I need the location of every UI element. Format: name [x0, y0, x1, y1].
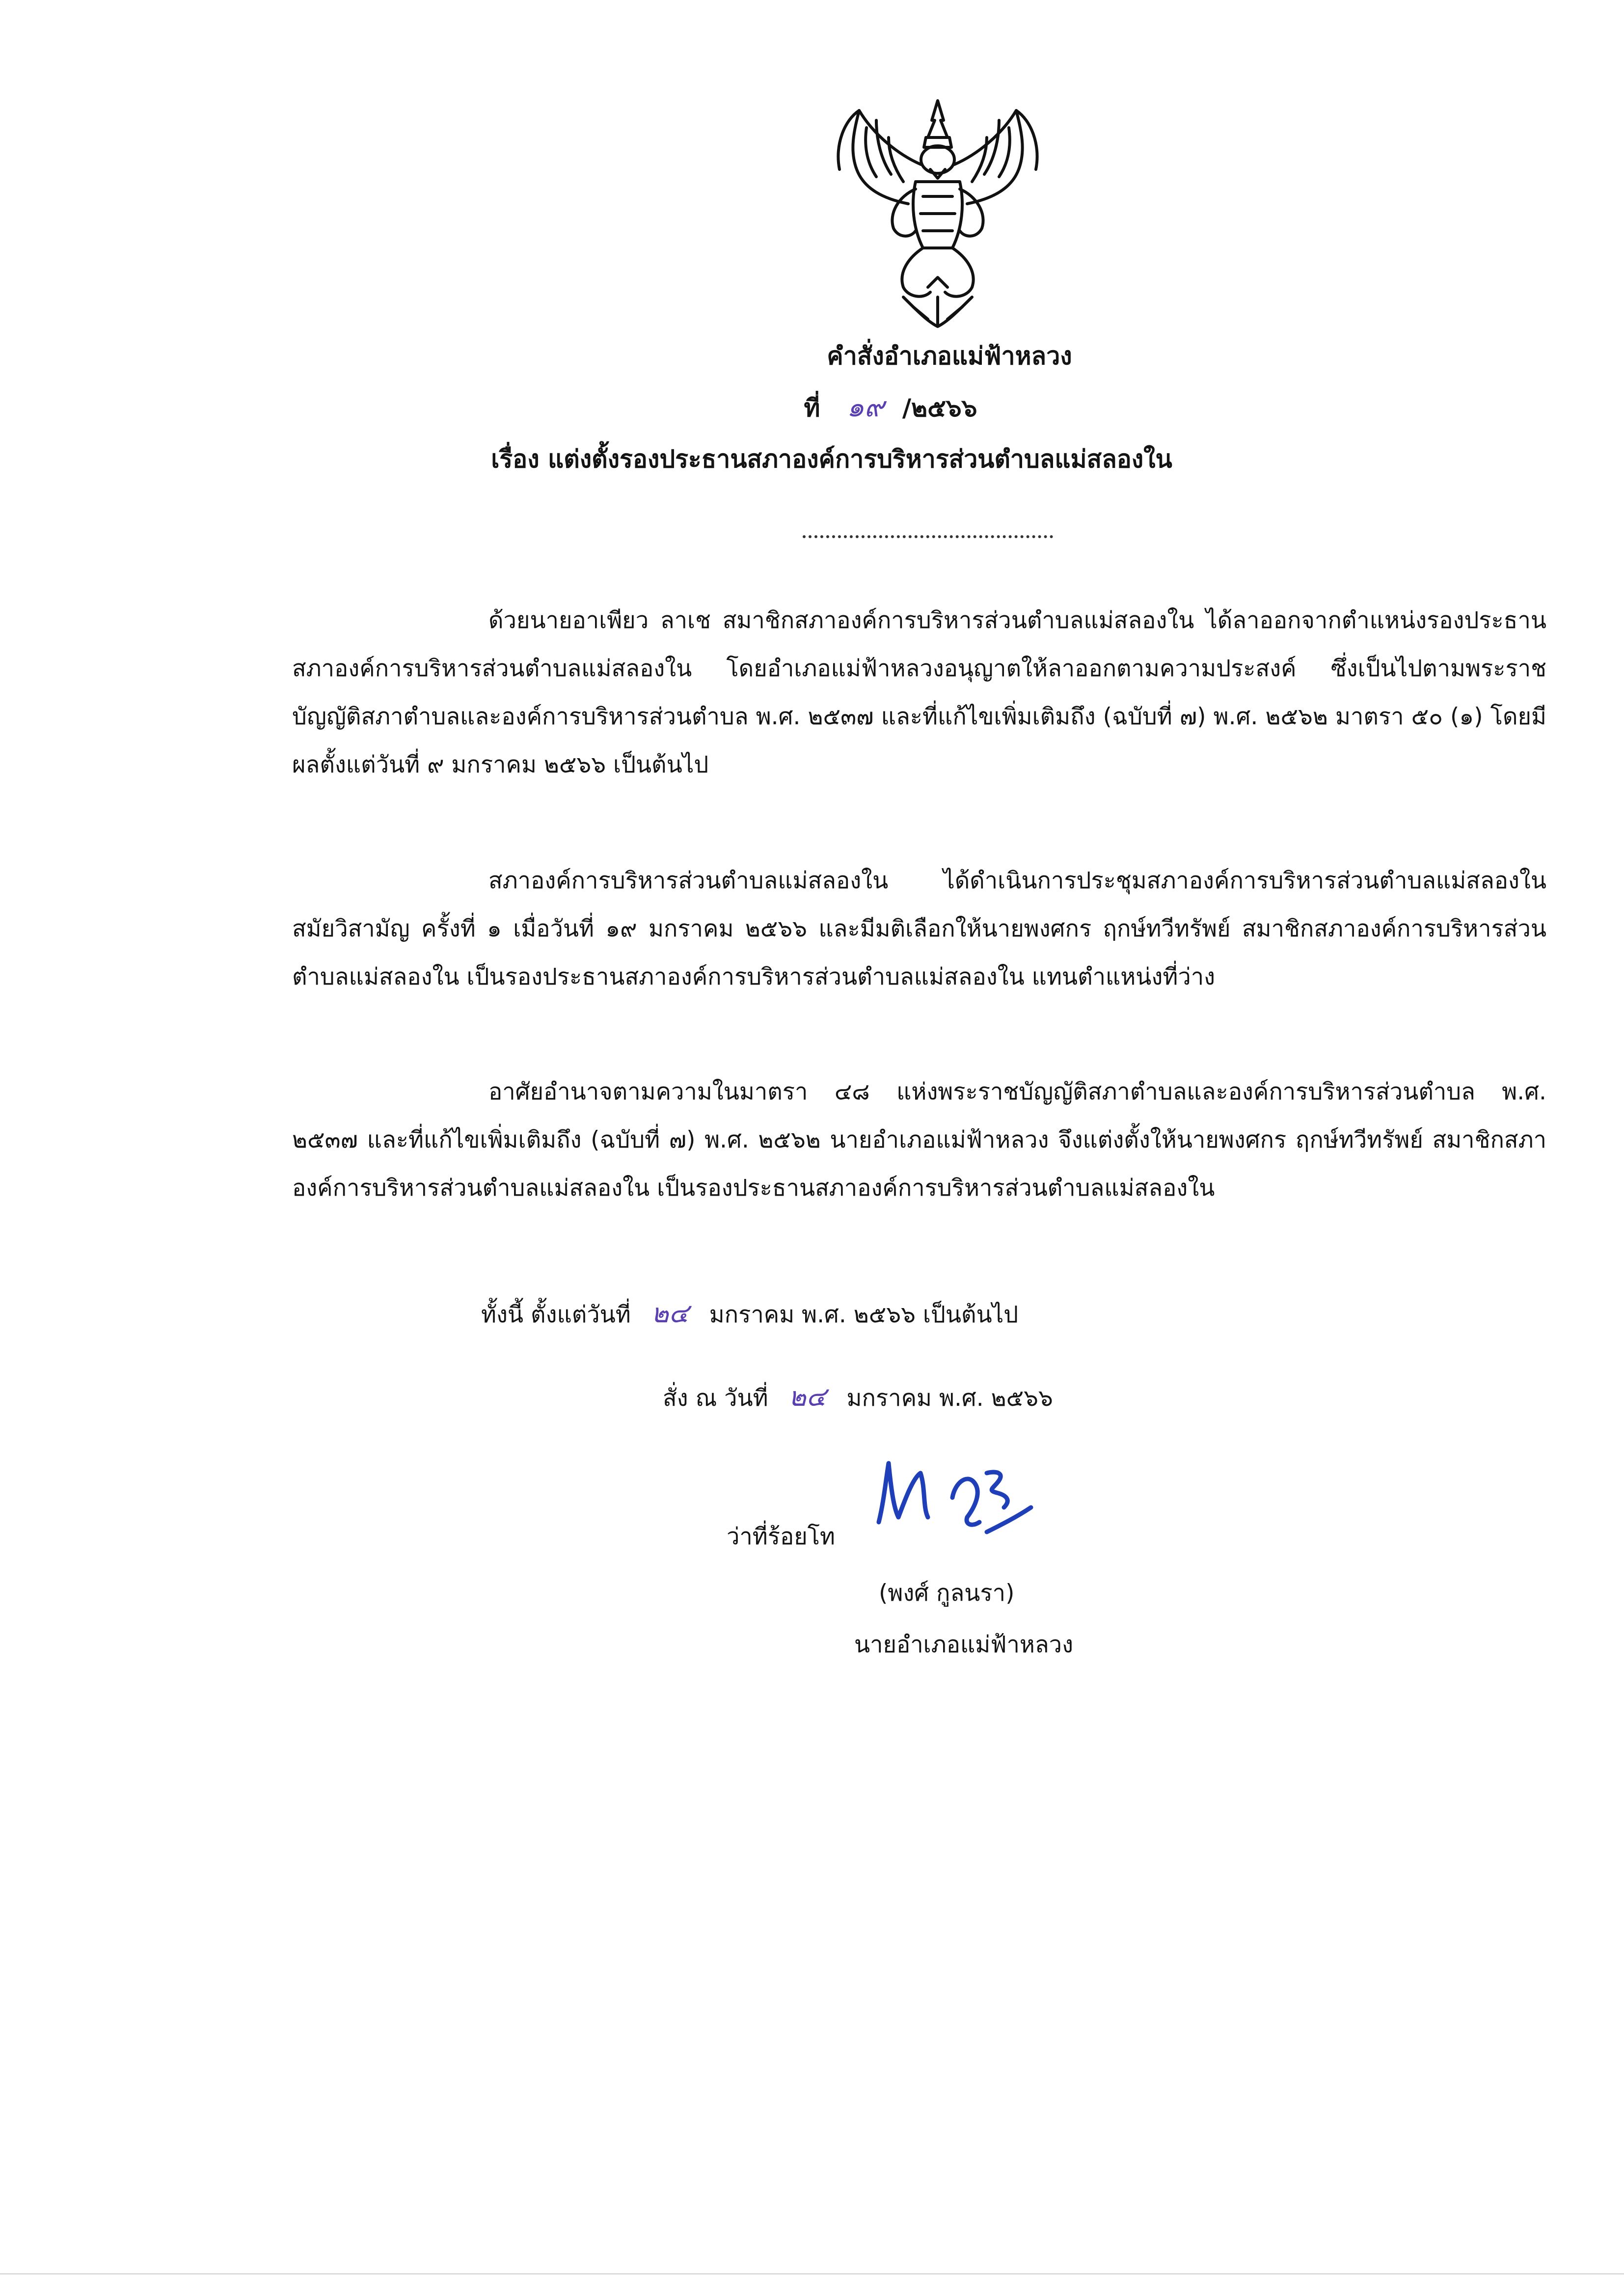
effective-date-line: [481, 1296, 1018, 1332]
ordered-suffix: มกราคม พ.ศ. ๒๕๖๖: [846, 1385, 1053, 1412]
effective-suffix: มกราคม พ.ศ. ๒๕๖๖ เป็นต้นไป: [709, 1301, 1019, 1328]
paragraph-text: สภาองค์การบริหารส่วนตำบลแม่สลองใน ได้ดำเนินการประชุมสภาองค์การบริหารส่วนตำบลแม่สลองใน สมัยวิสามัญ ครั้งที่ ๑ เมื่อวันที่ ๑๙ มกราคม ๒๕๖๖ และมีมติเลือกให้นายพงศกร ฤกษ์ทวีทรัพย์ สมาชิกสภาองค์การบริหารส่วนตำบลแม่สลองใน เป็นรองประธานสภาองค์การบริหารส่วนตำบลแม่สลองใน แทนตำแหน่งที่ว่าง: [292, 867, 1546, 990]
effective-prefix: ทั้งนี้ ตั้งแต่วันที่: [481, 1301, 631, 1328]
paragraph-text: ด้วยนายอาเพียว ลาเช สมาชิกสภาองค์การบริหารส่วนตำบลแม่สลองใน ได้ลาออกจากตำแหน่งรองประธานสภาองค์การบริหารส่วนตำบลแม่สลองใน โดยอำเภอแม่ฟ้าหลวงอนุญาตให้ลาออกตามความประสงค์ ซึ่งเป็นไปตามพระราชบัญญัติสภาตำบลและองค์การบริหารส่วนตำบล พ.ศ. ๒๕๓๗ และที่แก้ไขเพิ่มเติมถึง (ฉบับที่ ๗) พ.ศ. ๒๕๖๒ มาตรา ๕๐ (๑) โดยมีผลตั้งแต่วันที่ ๙ มกราคม ๒๕๖๖ เป็นต้นไป: [292, 607, 1546, 778]
body-paragraph-1: [292, 597, 1546, 789]
order-number: [79, 390, 1624, 425]
order-number-suffix: /๒๕๖๖: [902, 394, 977, 422]
signatory-position: นายอำเภอแม่ฟ้าหลวง: [854, 1631, 1074, 1658]
order-number-prefix: ที่: [804, 394, 820, 422]
order-number-handwritten: ๑๙: [846, 391, 885, 423]
order-subject: เรื่อง แต่งตั้งรองประธานสภาองค์การบริหารส่วนตำบลแม่สลองใน: [491, 445, 1172, 473]
handwritten-signature: [869, 1444, 1075, 1552]
page-bottom-rule: [0, 2273, 1624, 2274]
paragraph-text: อาศัยอำนาจตามความในมาตรา ๔๘ แห่งพระราชบัญญัติสภาตำบลและองค์การบริหารส่วนตำบล พ.ศ. ๒๕๓๗ และที่แก้ไขเพิ่มเติมถึง (ฉบับที่ ๗) พ.ศ. ๒๕๖๒ นายอำเภอแม่ฟ้าหลวง จึงแต่งตั้งให้นายพงศกร ฤกษ์ทวีทรัพย์ สมาชิกสภาองค์การบริหารส่วนตำบลแม่สลองใน เป็นรองประธานสภาองค์การบริหารส่วนตำบลแม่สลองใน: [292, 1078, 1546, 1202]
ordered-prefix: สั่ง ณ วันที่: [663, 1385, 768, 1412]
ordered-day-handwritten: ๒๔: [788, 1381, 826, 1412]
ordered-date-line: [663, 1380, 1053, 1416]
body-paragraph-2: [292, 857, 1546, 1001]
order-title: คำสั่งอำเภอแม่ฟ้าหลวง: [827, 342, 1072, 370]
dotted-divider: [803, 516, 1053, 538]
signatory-name: (พงศ์ กูลนรา): [879, 1580, 1015, 1607]
garuda-emblem-icon: [830, 91, 1046, 331]
body-paragraph-3: [292, 1068, 1546, 1212]
effective-day-handwritten: ๒๔: [651, 1298, 689, 1329]
signatory-rank: ว่าที่ร้อยโท: [727, 1523, 836, 1550]
